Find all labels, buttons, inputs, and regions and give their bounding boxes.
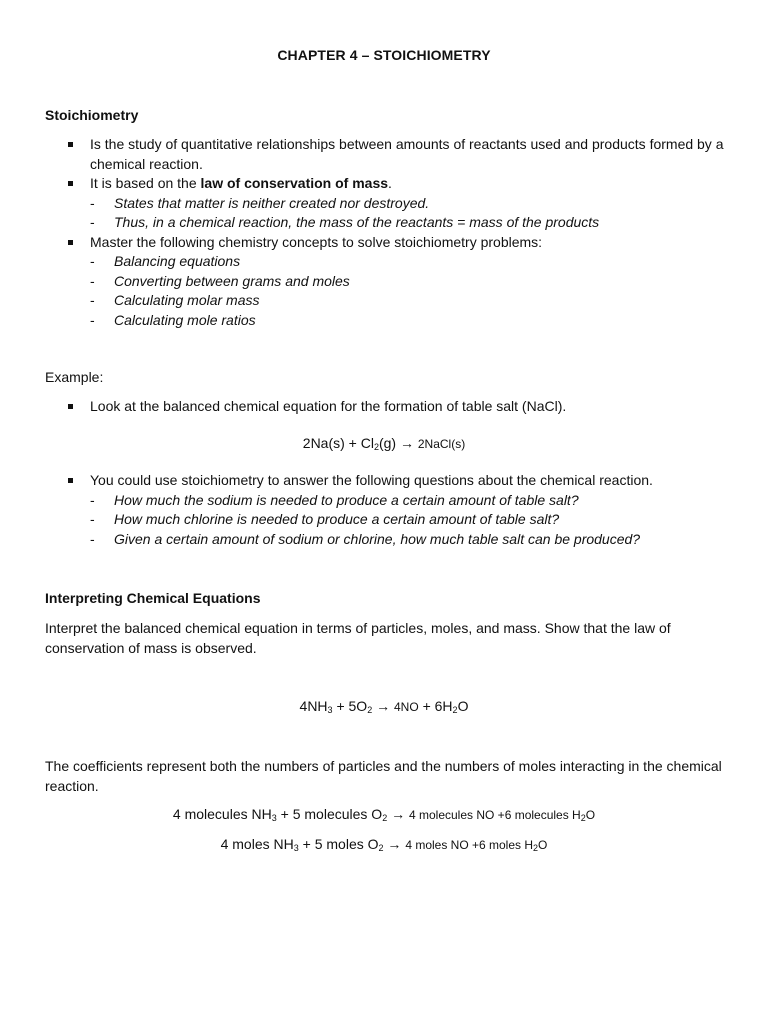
- bullet-equation-intro: Look at the balanced chemical equation for the formation of table salt (NaCl).: [66, 397, 726, 417]
- questions-sub-list: [90, 491, 726, 550]
- equation-arrow: →: [387, 806, 409, 822]
- sub-item: - How much chlorine is needed to produce a certain amount of table salt?: [90, 510, 726, 530]
- ammonia-equation: [0, 698, 768, 714]
- subscript: 2: [580, 813, 586, 823]
- coefficients-paragraph: The coefficients represent both the numbers of particles and the numbers of moles interacting in the chemical reaction.: [45, 758, 722, 794]
- bullet-text: .: [388, 175, 392, 191]
- sub-item: - Thus, in a chemical reaction, the mass of the reactants = mass of the products: [90, 213, 726, 233]
- bold-term: law of conservation of mass: [200, 175, 389, 191]
- bullet-concepts: [66, 233, 726, 331]
- sub-item: - How much the sodium is needed to produce a certain amount of table salt?: [90, 491, 726, 511]
- equation-part: + 5O: [332, 698, 368, 714]
- equation-part: 2Na(s) + Cl: [302, 435, 374, 451]
- subscript: 2: [452, 705, 458, 715]
- sub-item: - Converting between grams and moles: [90, 272, 726, 292]
- equation-part: 4NO: [394, 700, 419, 714]
- bullet-questions-intro: [66, 471, 726, 549]
- equation-part: + 6H: [418, 698, 453, 714]
- bullet-text: Master the following chemistry concepts to solve stoichiometry problems:: [90, 233, 543, 250]
- section-heading-interpreting: Interpreting Chemical Equations: [45, 590, 261, 606]
- subscript: 3: [327, 705, 333, 715]
- sub-item: - States that matter is neither created nor destroyed.: [90, 194, 726, 214]
- equation-part: O: [457, 698, 469, 714]
- equation-part: 4 moles NH: [220, 836, 294, 852]
- bullet-law: [66, 174, 726, 233]
- subscript: 2: [373, 442, 379, 452]
- equation-part: (g) →: [378, 435, 418, 451]
- equation-part: 4NH: [299, 698, 328, 714]
- equation-part: + 5 molecules O: [276, 806, 383, 822]
- sub-item: - Given a certain amount of sodium or chlorine, how much table salt can be produced?: [90, 530, 726, 550]
- equation-part: 4 molecules NO +6 molecules H: [408, 808, 581, 822]
- stoichiometry-bullet-list: [66, 135, 726, 330]
- bullet-definition: [66, 135, 726, 174]
- equation-part: O: [585, 808, 596, 822]
- section-heading-stoichiometry: Stoichiometry: [45, 107, 139, 123]
- equation-arrow: →: [383, 836, 406, 852]
- bullet-text: It is based on the: [90, 175, 201, 191]
- equation-arrow: →: [372, 698, 394, 714]
- law-sub-list: [90, 194, 726, 233]
- interpret-paragraph: Interpret the balanced chemical equation in terms of particles, moles, and mass. Show that the law of conservation of mass is observed.: [45, 620, 671, 656]
- equation-part: 4 moles NO +6 moles H: [405, 838, 534, 852]
- subscript: 2: [382, 813, 388, 823]
- example-label: Example:: [45, 369, 104, 385]
- equation-part: 4 molecules NH: [172, 806, 272, 822]
- sub-item: - Calculating molar mass: [90, 291, 726, 311]
- subscript: 2: [378, 843, 384, 853]
- bullet-text: You could use stoichiometry to answer the following questions about the chemical reaction.: [90, 472, 653, 488]
- example-bullet-list-1: [66, 397, 726, 417]
- example-bullet-list-2: [66, 471, 726, 549]
- molecules-equation: [0, 806, 768, 822]
- subscript: 2: [533, 843, 539, 853]
- bullet-text: Is the study of quantitative relationships between amounts of reactants used and products formed by a chemical reaction.: [90, 136, 724, 172]
- equation-part: 2NaCl(s): [417, 437, 466, 451]
- sub-item: - Balancing equations: [90, 252, 726, 272]
- equation-part: O: [538, 838, 548, 852]
- concepts-sub-list: [90, 252, 726, 330]
- moles-equation: [0, 836, 768, 852]
- subscript: 3: [293, 843, 299, 853]
- sub-item: - Calculating mole ratios: [90, 311, 726, 331]
- page-title: CHAPTER 4 – STOICHIOMETRY: [277, 47, 491, 63]
- nacl-equation: [0, 435, 768, 451]
- equation-part: + 5 moles O: [298, 836, 379, 852]
- subscript: 2: [367, 705, 373, 715]
- subscript: 3: [271, 813, 277, 823]
